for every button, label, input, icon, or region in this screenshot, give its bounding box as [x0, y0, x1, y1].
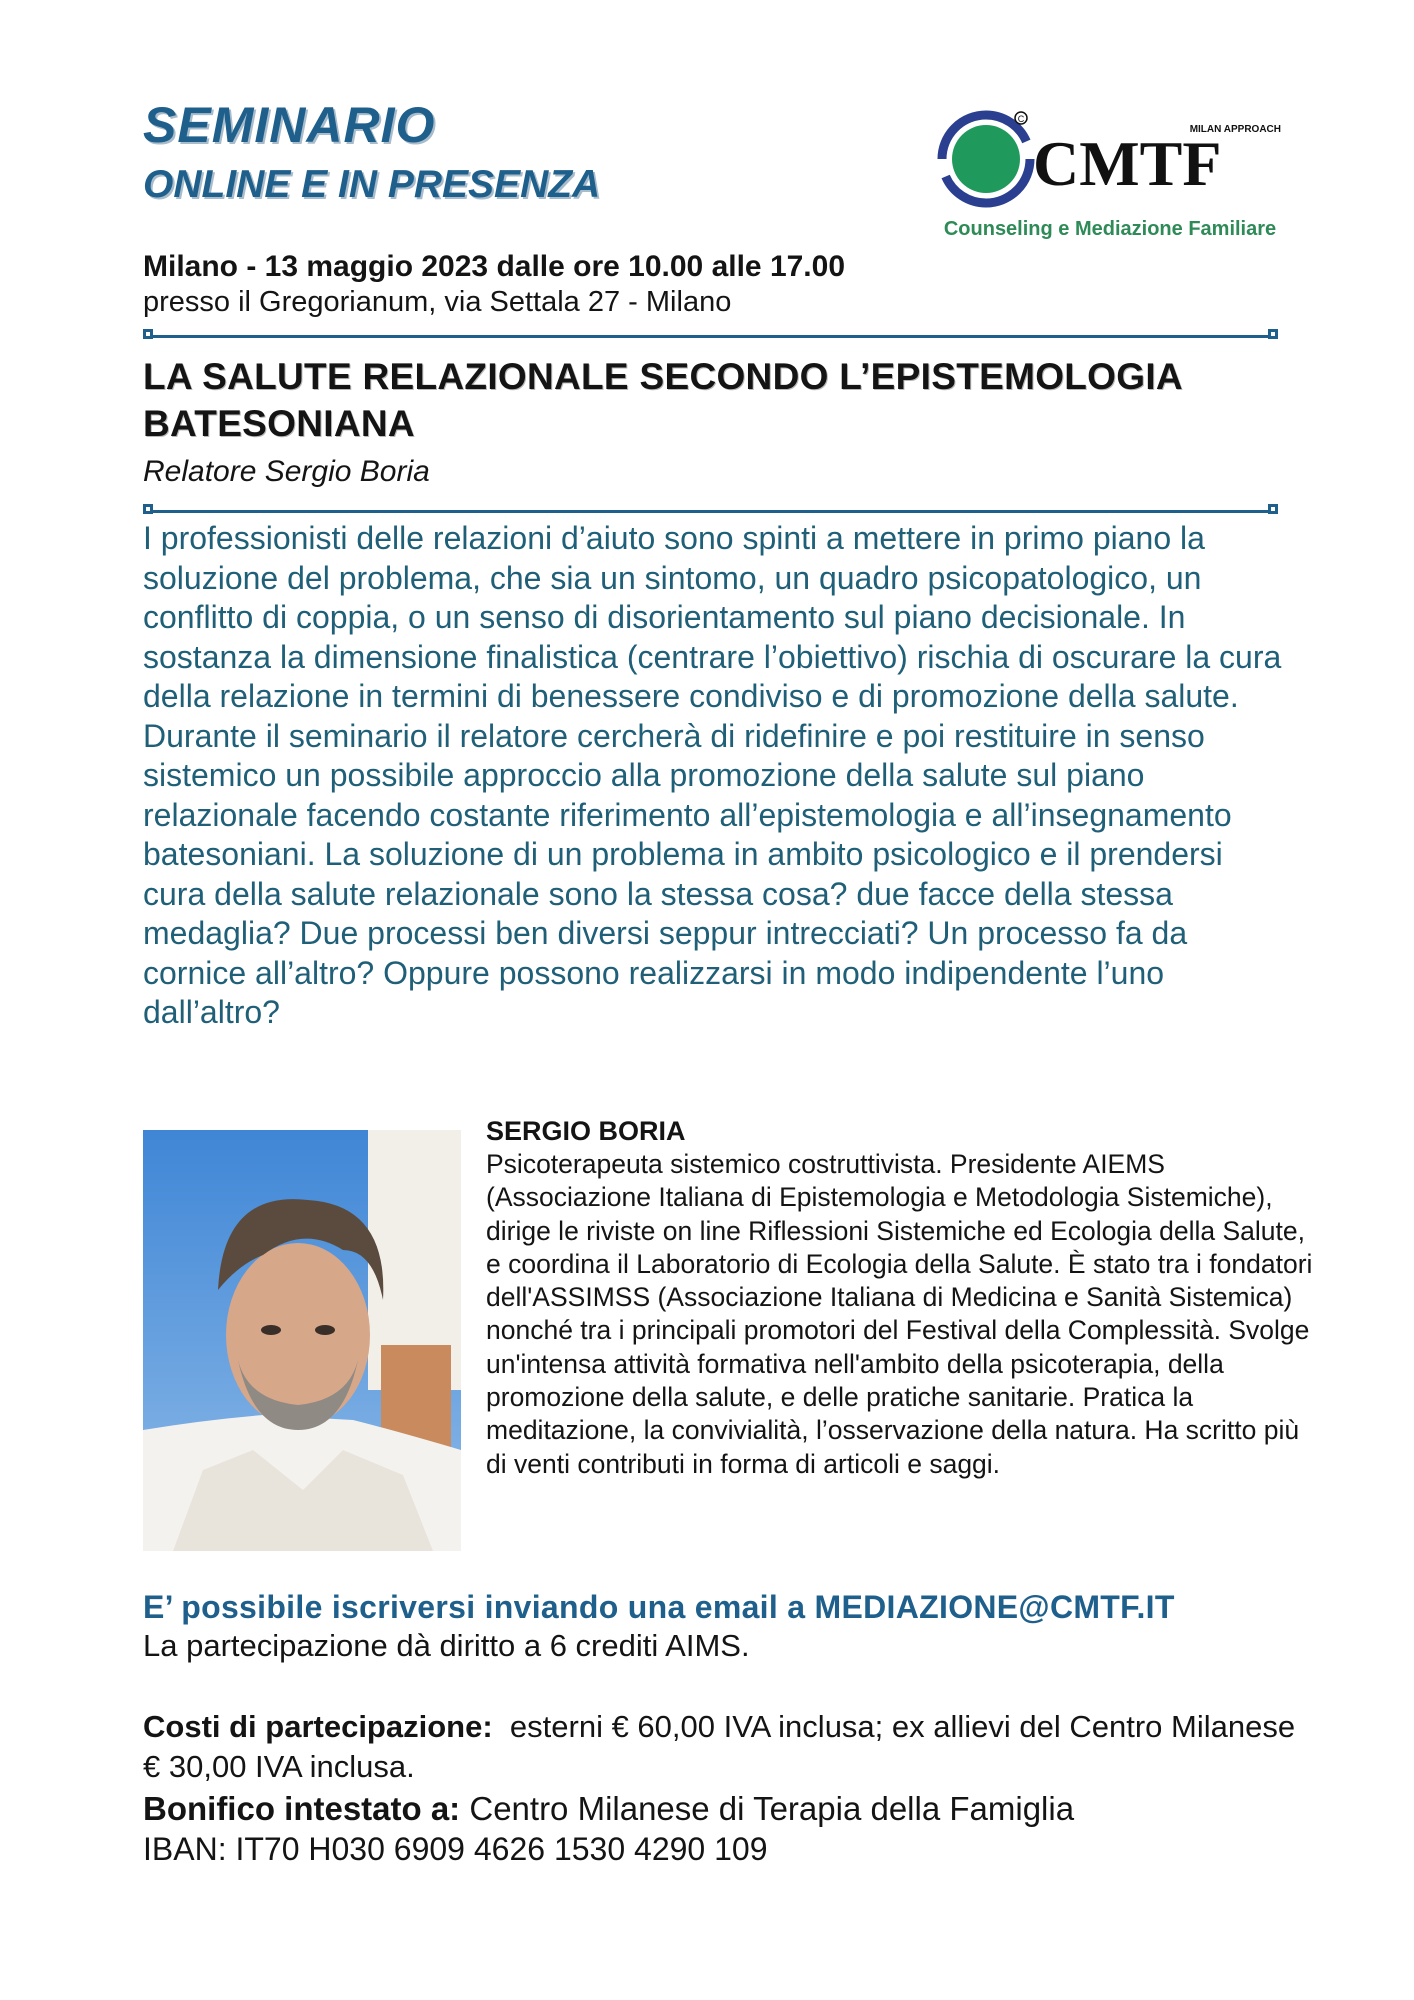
seminar-abstract: [143, 519, 1293, 1033]
bonifico-label: Bonifico intestato a:: [143, 1790, 461, 1827]
logo-approach-text: MILAN APPROACH: [1189, 124, 1281, 135]
speaker-photo: [143, 1130, 461, 1551]
seminar-title: LA SALUTE RELAZIONALE SECONDO L’EPISTEMOLOGIA BATESONIANA: [143, 356, 1182, 445]
divider-top: [148, 335, 1273, 338]
speaker-bio: Psicoterapeuta sistemico costruttivista. Presidente AIEMS (Associazione Italiana di Epistemologia e Metodologia Sistemiche), dirige le riviste on line Riflessioni Sistemiche ed Ecologia della Salute, e coordina il Laboratorio di Ecologia della Salute. È stato tra i fondatori dell'ASSIMSS (Associazione Italiana di Medicina e Sanità Sistemica) nonché tra i principali promotori del Festival della Complessità. Svolge un'intensa attività formativa nell'ambito della psicoterapia, della promozione della salute, e delle pratiche sanitarie. Pratica la meditazione, la convivialità, l’osservazione della natura. Ha scritto più di venti contributi in forma di articoli e saggi.: [486, 1149, 1313, 1479]
abstract-paragraph-2: Durante il seminario il relatore cercherà di ridefinire e poi restituire in senso sistemico un possibile approccio alla promozione della salute sul piano relazionale facendo costante riferimento all’epistemologia e all’insegnamento batesoniani. La soluzione di un problema in ambito psicologico e il prendersi cura della salute relazionale sono la stessa cosa? due facce della stessa medaglia? Due processi ben diversi seppur intrecciati? Un processo fa da cornice all’altro? Oppure possono realizzarsi in modo indipendente l’uno dall’altro?: [143, 717, 1232, 1030]
speaker-name: SERGIO BORIA: [486, 1116, 686, 1146]
logo-tagline: Counseling e Mediazione Familiare: [943, 218, 1277, 240]
event-venue: presso il Gregorianum, via Settala 27 - Milano: [143, 286, 732, 318]
credits-line: La partecipazione dà diritto a 6 crediti AIMS.: [143, 1628, 750, 1663]
logo-brand-text: CMTF: [1033, 128, 1222, 199]
speaker-line: Relatore Sergio Boria: [143, 455, 430, 488]
seminar-mode: ONLINE E IN PRESENZA: [143, 163, 601, 206]
bonifico-block: [143, 1789, 1323, 1829]
iban-line: IBAN: IT70 H030 6909 4626 1530 4290 109: [143, 1831, 768, 1867]
costs-block: [143, 1707, 1303, 1787]
bonifico-text: Centro Milanese di Terapia della Famiglia: [469, 1790, 1075, 1827]
costs-label: Costi di partecipazione:: [143, 1709, 493, 1744]
signup-line: E’ possibile iscriversi inviando una email a MEDIAZIONE@CMTF.IT: [143, 1589, 1175, 1625]
seminar-heading: SEMINARIO: [143, 97, 436, 153]
divider-middle: [148, 510, 1273, 513]
costs-text: esterni € 60,00 IVA inclusa; ex allievi del Centro Milanese € 30,00 IVA inclusa.: [143, 1709, 1296, 1784]
abstract-paragraph-1: I professionisti delle relazioni d’aiuto sono spinti a mettere in primo piano la soluzione del problema, che sia un sintomo, un quadro psicopatologico, un conflitto di coppia, o un senso di disorientamento sul piano decisionale. In sostanza la dimensione finalistica (centrare l’obiettivo) rischia di oscurare la cura della relazione in termini di benessere condiviso e di promozione della salute.: [143, 520, 1282, 714]
event-date: Milano - 13 maggio 2023 dalle ore 10.00 alle 17.00: [143, 250, 846, 283]
svg-text:C: C: [1017, 114, 1025, 124]
